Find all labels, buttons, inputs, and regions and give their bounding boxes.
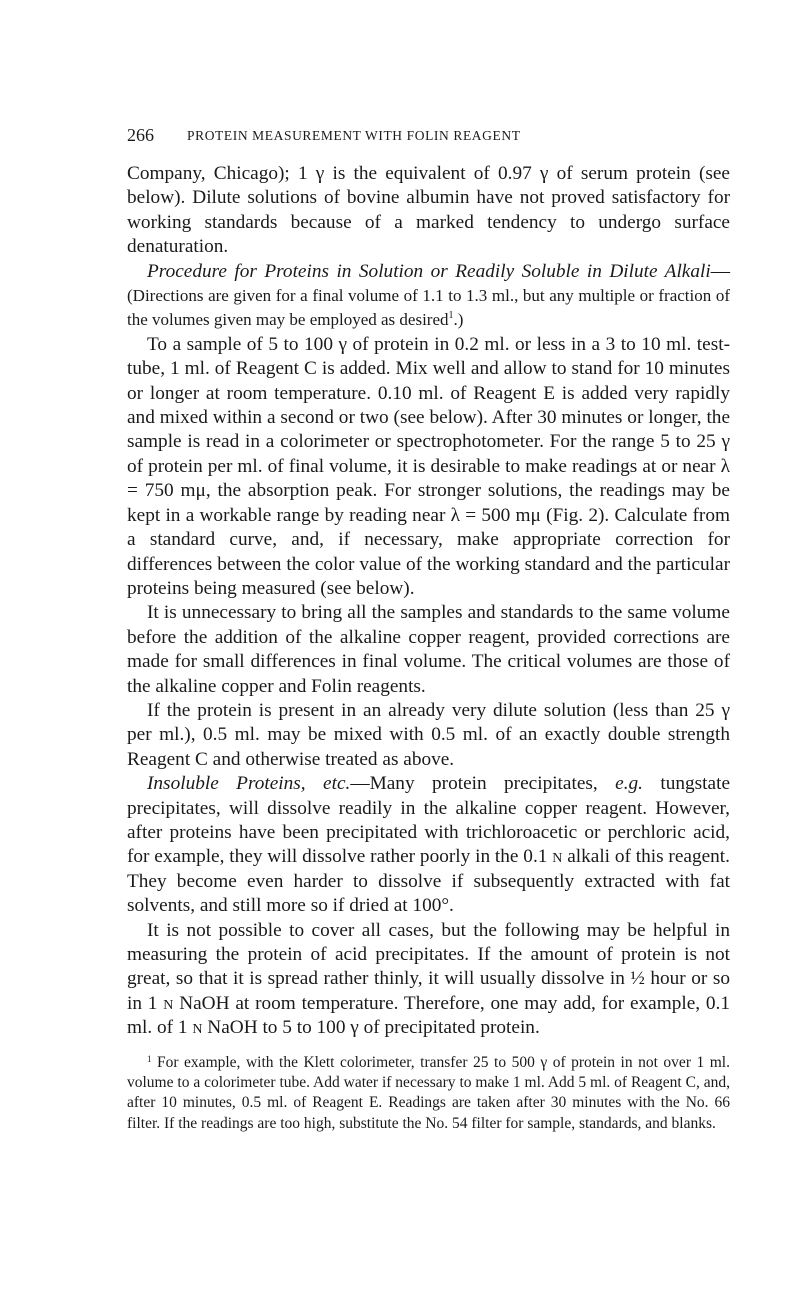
- page-header: [127, 125, 730, 147]
- footnote-ref[interactable]: 1: [448, 310, 454, 322]
- paragraph-5: If the protein is present in an already very dilute solution (less than 25 γ per ml.), 0.5 ml. may be mixed with 0.5 ml. of an exactly double strength Reagent C and otherwise treated as above.: [127, 699, 730, 770]
- footnote-text: For example, with the Klett colorimeter, transfer 25 to 500 γ of protein in not over 1 ml. volume to a colorimeter tube. Add water if necessary to make 1 ml. Add 5 ml. of Reagent C, and, after 10 minutes, 0.5 ml. of Reagent E. Readings are taken after 30 minutes with the No. 66 filter. If the readings are too high, substitute the No. 54 filter for sample, standards, and blanks.: [127, 1053, 730, 1132]
- paragraph-4: It is unnecessary to bring all the samples and standards to the same volume before the addition of the alkaline copper reagent, provided corrections are made for small differences in final volume. The critical volumes are those of the alkaline copper and Folin reagents.: [127, 602, 730, 697]
- paragraph-insoluble: Insoluble Proteins, etc.—Many protein precipitates, e.g. tungstate precipitates, will dissolve readily in the alkaline copper reagent. However, after proteins have been precipitated with trichloroacetic or perchloric acid, for example, they will dissolve rather poorly in the 0.1 n alkali of this reagent. They become even harder to dissolve if subsequently extracted with fat solvents, and still more so if dried at 100°.: [127, 773, 731, 917]
- footnote: [127, 1053, 730, 1135]
- paragraph-procedure: Procedure for Proteins in Solution or Readily Soluble in Dilute Alkali—(Directions are given for a final volume of 1.1 to 1.3 ml., but any multiple or fraction of the volumes given may be employed as desired$^1$.): [127, 260, 730, 330]
- document-page: [127, 125, 730, 1134]
- paragraph-1: Company, Chicago); 1 γ is the equivalent of 0.97 γ of serum protein (see below). Dilute solutions of bovine albumin have not proved satisfactory for working standards because of a marked tendency to undergo surface denaturation.: [127, 163, 730, 258]
- footnote-marker: 1: [147, 1053, 152, 1064]
- body-text: [127, 162, 730, 1041]
- running-head: PROTEIN MEASUREMENT WITH FOLIN REAGENT: [187, 128, 521, 143]
- section-heading-insoluble: Insoluble Proteins, etc.: [147, 773, 351, 795]
- section-heading-procedure: Procedure for Proteins in Solution or Readily Soluble in Dilute Alkali: [147, 260, 711, 282]
- paragraph-7: It is not possible to cover all cases, but the following may be helpful in measuring the protein of acid precipitates. If the amount of protein is not great, so that it is spread rather thinly, it will usually dissolve in ½ hour or so in 1 n NaOH at room temperature. Therefore, one may add, for example, 0.1 ml. of 1 n NaOH to 5 to 100 γ of precipitated protein.: [127, 919, 731, 1039]
- paragraph-3: To a sample of 5 to 100 γ of protein in 0.2 ml. or less in a 3 to 10 ml. test-tube, 1 ml. of Reagent C is added. Mix well and allow to stand for 10 minutes or longer at room temperature. 0.10 ml. of Reagent E is added very rapidly and mixed within a second or two (see below). After 30 minutes or longer, the sample is read in a colorimeter or spectrophotometer. For the range 5 to 25 γ of protein per ml. of final volume, it is desirable to make readings at or near λ = 750 mμ, the absorption peak. For stronger solutions, the readings may be kept in a workable range by reading near λ = 500 mμ (Fig. 2). Calculate from a standard curve, and, if necessary, make appropriate correction for differences between the color value of the working standard and the particular proteins being measured (see below).: [127, 333, 730, 599]
- page-number: 266: [127, 125, 154, 145]
